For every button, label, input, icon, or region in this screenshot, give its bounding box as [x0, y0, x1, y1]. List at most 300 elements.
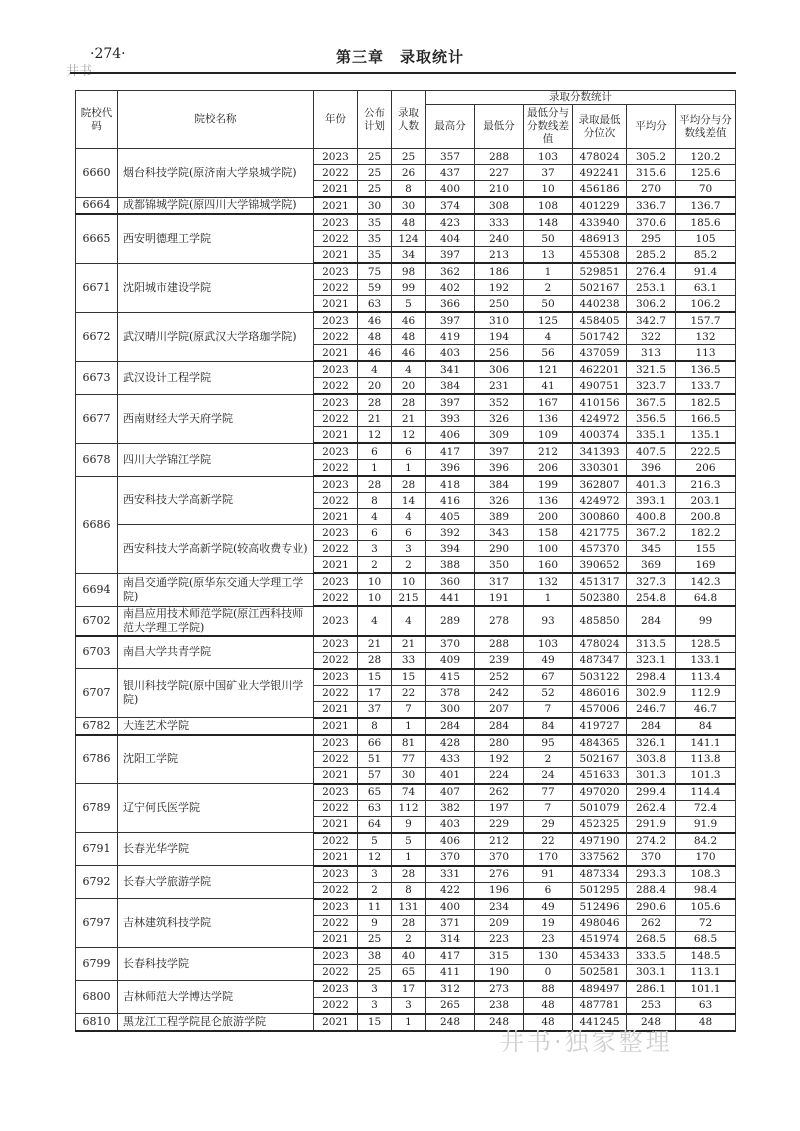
min-rank-cell: 502167 [573, 751, 627, 767]
plan-cell: 25 [358, 149, 392, 165]
score-diff-cell: 108 [524, 197, 573, 214]
avg-diff-cell: 101.1 [676, 981, 736, 998]
plan-cell: 4 [358, 606, 392, 636]
min-rank-cell: 501742 [573, 329, 627, 345]
plan-cell: 20 [358, 378, 392, 395]
min-rank-cell: 330301 [573, 460, 627, 477]
admitted-cell: 81 [392, 735, 426, 752]
header-avgdiff: 平均分与分数线差值 [676, 105, 736, 149]
score-diff-cell: 2 [524, 751, 573, 767]
score-diff-cell: 130 [524, 948, 573, 965]
plan-cell: 51 [358, 751, 392, 767]
admitted-cell: 4 [392, 361, 426, 378]
avg-score-cell: 284 [627, 606, 676, 636]
avg-diff-cell: 63 [676, 997, 736, 1014]
table-row [76, 361, 736, 378]
year-cell: 2022 [314, 493, 358, 509]
avg-score-cell: 284 [627, 718, 676, 735]
school-code: 6673 [76, 361, 118, 394]
avg-score-cell: 301.3 [627, 767, 676, 784]
school-name: 吉林建筑科技学院 [118, 899, 314, 948]
max-score-cell: 341 [426, 361, 475, 378]
min-rank-cell: 462201 [573, 361, 627, 378]
min-rank-cell: 337562 [573, 849, 627, 866]
avg-score-cell: 370 [627, 849, 676, 866]
plan-cell: 3 [358, 541, 392, 557]
avg-diff-cell: 113.4 [676, 669, 736, 686]
school-code: 6665 [76, 214, 118, 263]
school-name: 南昌交通学院(原华东交通大学理工学院) [118, 573, 314, 606]
admitted-cell: 20 [392, 378, 426, 395]
year-cell: 2023 [314, 443, 358, 460]
year-cell: 2023 [314, 394, 358, 411]
admitted-cell: 21 [392, 636, 426, 653]
score-diff-cell: 48 [524, 997, 573, 1014]
min-rank-cell: 424972 [573, 411, 627, 427]
min-rank-cell: 455308 [573, 247, 627, 264]
avg-score-cell: 342.7 [627, 312, 676, 329]
avg-score-cell: 326.1 [627, 735, 676, 752]
plan-cell: 4 [358, 509, 392, 525]
max-score-cell: 422 [426, 882, 475, 899]
avg-diff-cell: 128.5 [676, 636, 736, 653]
table-row [76, 718, 736, 735]
max-score-cell: 404 [426, 231, 475, 247]
score-diff-cell: 121 [524, 361, 573, 378]
year-cell: 2023 [314, 948, 358, 965]
min-score-cell: 190 [475, 964, 524, 981]
avg-diff-cell: 63.1 [676, 280, 736, 296]
min-rank-cell: 437059 [573, 345, 627, 362]
table-row [76, 214, 736, 231]
avg-diff-cell: 72 [676, 915, 736, 931]
avg-diff-cell: 99 [676, 606, 736, 636]
min-score-cell: 397 [475, 443, 524, 460]
max-score-cell: 406 [426, 427, 475, 444]
avg-score-cell: 313 [627, 345, 676, 362]
max-score-cell: 265 [426, 997, 475, 1014]
year-cell: 2023 [314, 636, 358, 653]
plan-cell: 65 [358, 784, 392, 801]
school-code: 6660 [76, 149, 118, 198]
plan-cell: 75 [358, 263, 392, 280]
max-score-cell: 418 [426, 476, 475, 493]
year-cell: 2023 [314, 525, 358, 541]
score-diff-cell: 136 [524, 493, 573, 509]
avg-diff-cell: 84.2 [676, 833, 736, 850]
max-score-cell: 433 [426, 751, 475, 767]
max-score-cell: 370 [426, 849, 475, 866]
min-rank-cell: 410156 [573, 394, 627, 411]
min-score-cell: 310 [475, 312, 524, 329]
score-diff-cell: 1 [524, 263, 573, 280]
admitted-cell: 21 [392, 411, 426, 427]
year-cell: 2022 [314, 685, 358, 701]
avg-diff-cell: 46.7 [676, 701, 736, 718]
avg-score-cell: 321.5 [627, 361, 676, 378]
header-year: 年份 [314, 91, 358, 149]
school-code: 6791 [76, 833, 118, 866]
avg-score-cell: 290.6 [627, 899, 676, 916]
plan-cell: 28 [358, 476, 392, 493]
table-row [76, 833, 736, 850]
plan-cell: 30 [358, 197, 392, 214]
score-diff-cell: 93 [524, 606, 573, 636]
plan-cell: 25 [358, 165, 392, 181]
avg-diff-cell: 155 [676, 541, 736, 557]
table-row [76, 866, 736, 883]
score-diff-cell: 49 [524, 899, 573, 916]
year-cell: 2022 [314, 915, 358, 931]
avg-diff-cell: 91.9 [676, 816, 736, 833]
min-score-cell: 288 [475, 149, 524, 165]
plan-cell: 64 [358, 816, 392, 833]
plan-cell: 6 [358, 443, 392, 460]
plan-cell: 57 [358, 767, 392, 784]
year-cell: 2022 [314, 751, 358, 767]
school-code: 6800 [76, 981, 118, 1014]
plan-cell: 38 [358, 948, 392, 965]
score-diff-cell: 50 [524, 296, 573, 313]
brand-logo: 井书 [66, 64, 93, 79]
avg-score-cell: 370.6 [627, 214, 676, 231]
min-score-cell: 239 [475, 652, 524, 669]
year-cell: 2021 [314, 181, 358, 198]
admitted-cell: 1 [392, 1014, 426, 1031]
min-score-cell: 389 [475, 509, 524, 525]
score-diff-cell: 212 [524, 443, 573, 460]
avg-diff-cell: 72.4 [676, 800, 736, 816]
score-diff-cell: 48 [524, 1014, 573, 1031]
score-diff-cell: 52 [524, 685, 573, 701]
admitted-cell: 8 [392, 181, 426, 198]
plan-cell: 15 [358, 1014, 392, 1031]
plan-cell: 3 [358, 866, 392, 883]
avg-score-cell: 286.1 [627, 981, 676, 998]
avg-score-cell: 274.2 [627, 833, 676, 850]
school-code: 6789 [76, 784, 118, 833]
table-row [76, 573, 736, 590]
min-rank-cell: 487781 [573, 997, 627, 1014]
min-score-cell: 207 [475, 701, 524, 718]
max-score-cell: 415 [426, 669, 475, 686]
year-cell: 2023 [314, 312, 358, 329]
max-score-cell: 382 [426, 800, 475, 816]
admitted-cell: 28 [392, 915, 426, 931]
min-score-cell: 352 [475, 394, 524, 411]
avg-score-cell: 268.5 [627, 931, 676, 948]
year-cell: 2021 [314, 931, 358, 948]
avg-diff-cell: 113.1 [676, 964, 736, 981]
plan-cell: 37 [358, 701, 392, 718]
avg-diff-cell: 91.4 [676, 263, 736, 280]
year-cell: 2023 [314, 981, 358, 998]
score-diff-cell: 23 [524, 931, 573, 948]
avg-score-cell: 400.8 [627, 509, 676, 525]
avg-score-cell: 298.4 [627, 669, 676, 686]
min-score-cell: 384 [475, 476, 524, 493]
max-score-cell: 378 [426, 685, 475, 701]
year-cell: 2021 [314, 718, 358, 735]
avg-score-cell: 303.1 [627, 964, 676, 981]
avg-score-cell: 367.2 [627, 525, 676, 541]
max-score-cell: 407 [426, 784, 475, 801]
plan-cell: 1 [358, 460, 392, 477]
min-rank-cell: 498046 [573, 915, 627, 931]
avg-score-cell: 335.1 [627, 427, 676, 444]
min-score-cell: 280 [475, 735, 524, 752]
plan-cell: 25 [358, 181, 392, 198]
table-row [76, 899, 736, 916]
school-name: 西南财经大学天府学院 [118, 394, 314, 443]
plan-cell: 6 [358, 525, 392, 541]
max-score-cell: 417 [426, 948, 475, 965]
avg-diff-cell: 70 [676, 181, 736, 198]
table-row [76, 784, 736, 801]
avg-score-cell: 293.3 [627, 866, 676, 883]
score-diff-cell: 136 [524, 411, 573, 427]
school-name: 西安科技大学高新学院(较高收费专业) [118, 525, 314, 574]
score-diff-cell: 77 [524, 784, 573, 801]
avg-diff-cell: 136.5 [676, 361, 736, 378]
plan-cell: 25 [358, 931, 392, 948]
min-rank-cell: 424972 [573, 493, 627, 509]
avg-score-cell: 299.4 [627, 784, 676, 801]
min-rank-cell: 503122 [573, 669, 627, 686]
min-rank-cell: 502380 [573, 590, 627, 607]
year-cell: 2021 [314, 816, 358, 833]
min-score-cell: 186 [475, 263, 524, 280]
min-score-cell: 209 [475, 915, 524, 931]
min-score-cell: 333 [475, 214, 524, 231]
avg-diff-cell: 64.8 [676, 590, 736, 607]
avg-score-cell: 302.9 [627, 685, 676, 701]
min-score-cell: 273 [475, 981, 524, 998]
admitted-cell: 26 [392, 165, 426, 181]
avg-score-cell: 285.2 [627, 247, 676, 264]
plan-cell: 4 [358, 361, 392, 378]
admitted-cell: 3 [392, 997, 426, 1014]
year-cell: 2023 [314, 361, 358, 378]
admitted-cell: 74 [392, 784, 426, 801]
avg-score-cell: 253 [627, 997, 676, 1014]
school-code: 6672 [76, 312, 118, 361]
min-rank-cell: 341393 [573, 443, 627, 460]
score-diff-cell: 6 [524, 882, 573, 899]
plan-cell: 46 [358, 312, 392, 329]
min-rank-cell: 300860 [573, 509, 627, 525]
avg-diff-cell: 114.4 [676, 784, 736, 801]
admitted-cell: 46 [392, 312, 426, 329]
year-cell: 2023 [314, 606, 358, 636]
header-admit: 录取人数 [392, 91, 426, 149]
avg-score-cell: 327.3 [627, 573, 676, 590]
plan-cell: 35 [358, 214, 392, 231]
plan-cell: 17 [358, 685, 392, 701]
year-cell: 2022 [314, 280, 358, 296]
avg-score-cell: 393.1 [627, 493, 676, 509]
plan-cell: 8 [358, 718, 392, 735]
min-rank-cell: 502581 [573, 964, 627, 981]
school-name: 西安科技大学高新学院 [118, 476, 314, 525]
avg-diff-cell: 101.3 [676, 767, 736, 784]
min-score-cell: 262 [475, 784, 524, 801]
admitted-cell: 5 [392, 296, 426, 313]
score-diff-cell: 19 [524, 915, 573, 931]
year-cell: 2021 [314, 296, 358, 313]
avg-score-cell: 262.4 [627, 800, 676, 816]
admitted-cell: 2 [392, 931, 426, 948]
year-cell: 2022 [314, 541, 358, 557]
min-rank-cell: 400374 [573, 427, 627, 444]
min-rank-cell: 441245 [573, 1014, 627, 1031]
min-rank-cell: 390652 [573, 557, 627, 574]
plan-cell: 66 [358, 735, 392, 752]
year-cell: 2023 [314, 735, 358, 752]
min-score-cell: 343 [475, 525, 524, 541]
avg-score-cell: 345 [627, 541, 676, 557]
admitted-cell: 30 [392, 197, 426, 214]
avg-diff-cell: 169 [676, 557, 736, 574]
year-cell: 2022 [314, 590, 358, 607]
admitted-cell: 215 [392, 590, 426, 607]
table-row [76, 149, 736, 165]
avg-diff-cell: 170 [676, 849, 736, 866]
min-rank-cell: 490751 [573, 378, 627, 395]
header-min: 最低分 [475, 105, 524, 149]
score-diff-cell: 100 [524, 541, 573, 557]
avg-score-cell: 322 [627, 329, 676, 345]
max-score-cell: 423 [426, 214, 475, 231]
max-score-cell: 357 [426, 149, 475, 165]
year-cell: 2021 [314, 1014, 358, 1031]
plan-cell: 15 [358, 669, 392, 686]
year-cell: 2021 [314, 247, 358, 264]
school-name: 吉林师范大学博达学院 [118, 981, 314, 1014]
max-score-cell: 371 [426, 915, 475, 931]
table-row [76, 735, 736, 752]
min-rank-cell: 457370 [573, 541, 627, 557]
avg-diff-cell: 106.2 [676, 296, 736, 313]
max-score-cell: 393 [426, 411, 475, 427]
min-rank-cell: 451633 [573, 767, 627, 784]
score-diff-cell: 95 [524, 735, 573, 752]
avg-score-cell: 401.3 [627, 476, 676, 493]
plan-cell: 8 [358, 493, 392, 509]
admitted-cell: 28 [392, 476, 426, 493]
max-score-cell: 400 [426, 899, 475, 916]
school-name: 武汉设计工程学院 [118, 361, 314, 394]
year-cell: 2022 [314, 833, 358, 850]
avg-score-cell: 323.1 [627, 652, 676, 669]
score-diff-cell: 41 [524, 378, 573, 395]
min-rank-cell: 421775 [573, 525, 627, 541]
school-name: 大连艺术学院 [118, 718, 314, 735]
year-cell: 2021 [314, 345, 358, 362]
avg-diff-cell: 136.7 [676, 197, 736, 214]
min-rank-cell: 492241 [573, 165, 627, 181]
avg-score-cell: 262 [627, 915, 676, 931]
admitted-cell: 15 [392, 669, 426, 686]
score-diff-cell: 148 [524, 214, 573, 231]
header-code: 院校代码 [76, 91, 118, 149]
min-score-cell: 231 [475, 378, 524, 395]
score-diff-cell: 167 [524, 394, 573, 411]
school-code: 6678 [76, 443, 118, 476]
table-row [76, 525, 736, 541]
score-diff-cell: 158 [524, 525, 573, 541]
avg-diff-cell: 125.6 [676, 165, 736, 181]
school-name: 沈阳城市建设学院 [118, 263, 314, 312]
avg-diff-cell: 68.5 [676, 931, 736, 948]
min-score-cell: 396 [475, 460, 524, 477]
min-score-cell: 196 [475, 882, 524, 899]
year-cell: 2023 [314, 149, 358, 165]
year-cell: 2021 [314, 557, 358, 574]
min-score-cell: 234 [475, 899, 524, 916]
plan-cell: 10 [358, 590, 392, 607]
year-cell: 2023 [314, 866, 358, 883]
avg-score-cell: 356.5 [627, 411, 676, 427]
admitted-cell: 77 [392, 751, 426, 767]
min-score-cell: 250 [475, 296, 524, 313]
admitted-cell: 65 [392, 964, 426, 981]
watermark-text: 井书·独家整理 [500, 1028, 673, 1056]
plan-cell: 10 [358, 573, 392, 590]
avg-score-cell: 369 [627, 557, 676, 574]
avg-score-cell: 396 [627, 460, 676, 477]
plan-cell: 2 [358, 882, 392, 899]
max-score-cell: 248 [426, 1014, 475, 1031]
max-score-cell: 402 [426, 280, 475, 296]
year-cell: 2021 [314, 509, 358, 525]
max-score-cell: 403 [426, 345, 475, 362]
year-cell: 2022 [314, 652, 358, 669]
school-name: 黑龙江工程学院昆仑旅游学院 [118, 1014, 314, 1031]
admitted-cell: 6 [392, 443, 426, 460]
admitted-cell: 9 [392, 816, 426, 833]
min-rank-cell: 497190 [573, 833, 627, 850]
max-score-cell: 370 [426, 636, 475, 653]
min-score-cell: 242 [475, 685, 524, 701]
admitted-cell: 131 [392, 899, 426, 916]
year-cell: 2022 [314, 997, 358, 1014]
admitted-cell: 10 [392, 573, 426, 590]
year-cell: 2021 [314, 427, 358, 444]
admitted-cell: 28 [392, 866, 426, 883]
year-cell: 2023 [314, 263, 358, 280]
admitted-cell: 28 [392, 394, 426, 411]
year-cell: 2023 [314, 476, 358, 493]
plan-cell: 3 [358, 981, 392, 998]
avg-diff-cell: 84 [676, 718, 736, 735]
school-name: 南昌大学共青学院 [118, 636, 314, 669]
score-diff-cell: 206 [524, 460, 573, 477]
max-score-cell: 405 [426, 509, 475, 525]
table-row [76, 476, 736, 493]
avg-score-cell: 303.8 [627, 751, 676, 767]
plan-cell: 11 [358, 899, 392, 916]
avg-score-cell: 306.2 [627, 296, 676, 313]
avg-diff-cell: 85.2 [676, 247, 736, 264]
admitted-cell: 4 [392, 606, 426, 636]
min-rank-cell: 457006 [573, 701, 627, 718]
admitted-cell: 98 [392, 263, 426, 280]
admitted-cell: 30 [392, 767, 426, 784]
max-score-cell: 401 [426, 767, 475, 784]
admitted-cell: 14 [392, 493, 426, 509]
header-avg: 平均分 [627, 105, 676, 149]
